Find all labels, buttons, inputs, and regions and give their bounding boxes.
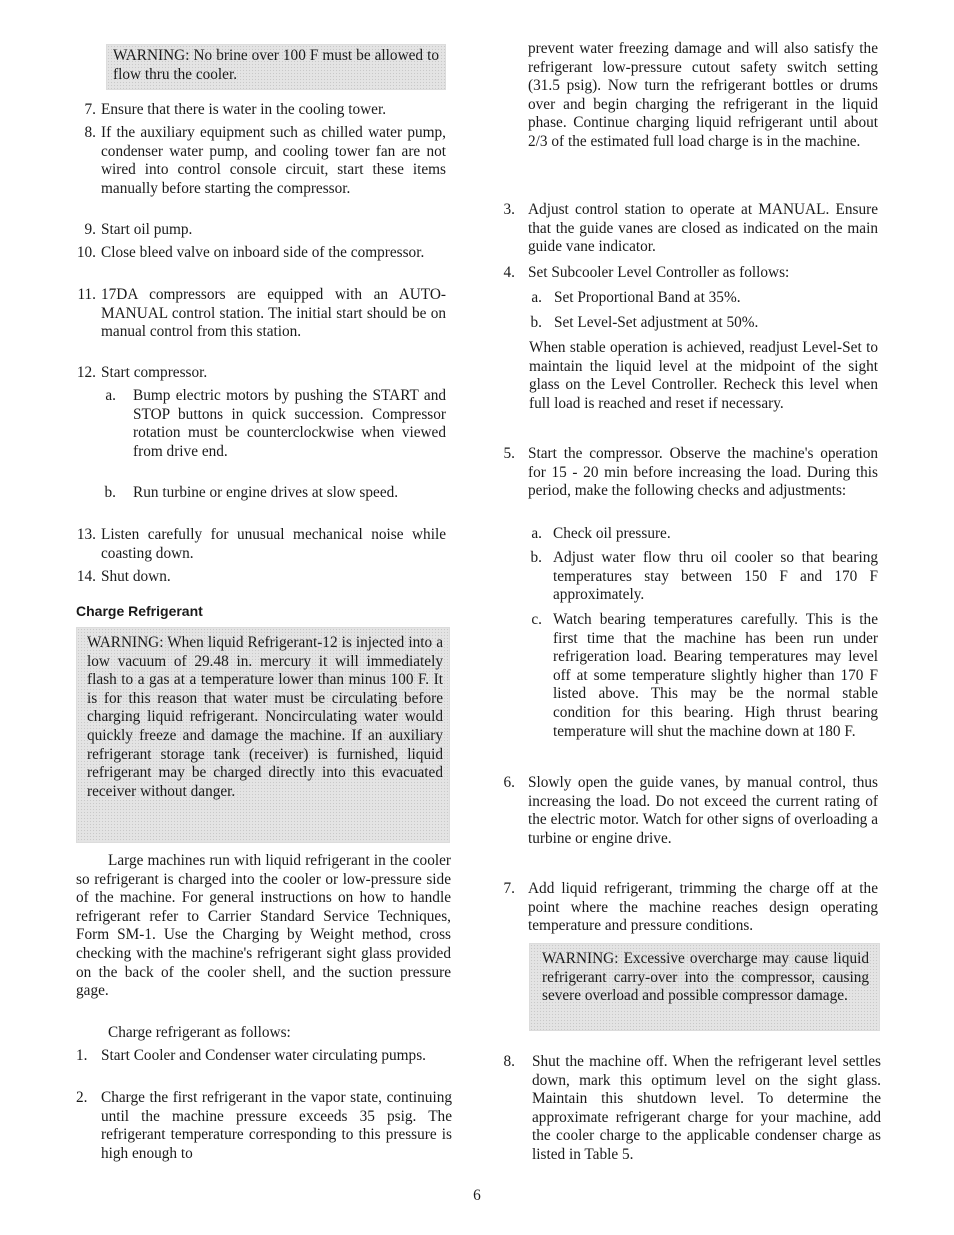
paragraph-charge-as-follows: Charge refrigerant as follows:	[108, 1024, 291, 1041]
warning-overcharge	[529, 943, 880, 1031]
warning-overcharge-text: WARNING: Excessive overcharge may cause liquid refrigerant carry-over into the compressor, causing severe overload and possible compressor damage.	[542, 950, 869, 1005]
step-text: Shut the machine off. When the refrigerant level settles down, mark this optimum level on the sight glass. Maintain this shutdown level. To determine the approximate refrigerant charge for your machine, add the cooler charge to the applicable condenser charge as listed in Table 5.	[532, 1053, 881, 1163]
page-number: 6	[473, 1187, 481, 1204]
step-number: 2.	[76, 1089, 88, 1106]
step-text: Ensure that there is water in the cooling tower.	[101, 101, 387, 118]
step-number: 4.	[503, 264, 515, 281]
substep-text: Bump electric motors by pushing the START and STOP buttons in quick succession. Compressor rotation must be counterclockwise when viewed from drive end.	[133, 387, 446, 460]
step-text: Set Subcooler Level Controller as follows:	[528, 264, 790, 281]
warning-brine	[106, 44, 446, 90]
substep-letter: b.	[104, 484, 116, 501]
step-number: 7.	[503, 880, 515, 897]
step-text: Start compressor.	[101, 364, 208, 381]
substep-text: Set Proportional Band at 35%.	[554, 289, 741, 306]
step-text: Charge the first refrigerant in the vapor state, continuing until the machine pressure exceeds 35 psig. The refrigerant temperature corresponding to this pressure is high enough to	[101, 1089, 452, 1162]
step-number: 13.	[76, 526, 96, 543]
step-text: Slowly open the guide vanes, by manual control, thus increasing the load. Do not exceed the current rating of the electric motor. Watch for other signs of overloading a turbine or engine drive.	[528, 774, 878, 847]
substep-letter: b.	[530, 314, 542, 331]
warning-brine-text: WARNING: No brine over 100 F must be allowed to flow thru the cooler.	[113, 47, 439, 83]
step-text: Start oil pump.	[101, 221, 193, 238]
step-number: 5.	[503, 445, 515, 462]
substep-letter: b.	[530, 549, 542, 566]
step-number: 7.	[84, 101, 96, 118]
step-number: 1.	[76, 1047, 88, 1064]
step-number: 11.	[77, 286, 96, 303]
substep-letter: c.	[531, 611, 542, 628]
step-number: 10.	[76, 244, 96, 261]
step-text: If the auxiliary equipment such as chilled water pump, condenser water pump, and cooling tower fan are not wired into control console circuit, start these items manually before starting the compressor.	[101, 124, 446, 197]
substep-letter: a.	[105, 387, 116, 404]
step-text: Close bleed valve on inboard side of the compressor.	[101, 244, 425, 261]
substep-text: Set Level-Set adjustment at 50%.	[554, 314, 759, 331]
substep-text: Adjust water flow thru oil cooler so that bearing temperatures stay between 150 F and 170 F approximately.	[553, 549, 878, 604]
step-number: 8.	[84, 124, 96, 141]
warning-charge-text: WARNING: When liquid Refrigerant-12 is injected into a low vacuum of 29.48 in. mercury it will immediately flash to a gas at a temperature lower than minus 100 F. It is for this reason that water must be circulating before charging liquid refrigerant. Noncirculating water would quickly freeze and damage the machine. If an auxiliary refrigerant storage tank (receiver) is furnished, liquid refrigerant may be charged directly into this evacuated receiver without danger.	[87, 634, 443, 800]
step-text: Adjust control station to operate at MANUAL. Ensure that the guide vanes are closed as indicated on the main guide vane indicator.	[528, 201, 878, 256]
step-number: 9.	[84, 221, 96, 238]
step-number: 6.	[503, 774, 515, 791]
step-text: 17DA compressors are equipped with an AUTO-MANUAL control station. The initial start should be on manual control from this station.	[101, 286, 446, 341]
charge-step-2-continued: prevent water freezing damage and will also satisfy the refrigerant low-pressure cutout safety switch setting (31.5 psig). Now turn the refrigerant bottles or drums over and begin charging the refrigerant in the liquid phase. Continue charging liquid refrigerant until about 2/3 of the estimated full load charge is in the machine.	[528, 40, 878, 150]
substep-text: Check oil pressure.	[553, 525, 671, 542]
substep-letter: a.	[531, 525, 542, 542]
step-text: Start the compressor. Observe the machine's operation for 15 - 20 min before increasing the load. During this period, make the following checks and adjustments:	[528, 445, 878, 500]
step-number: 8.	[503, 1053, 515, 1070]
step-number: 3.	[503, 201, 515, 218]
step-text: Add liquid refrigerant, trimming the charge off at the point where the machine reaches design operating temperature and pressure conditions.	[528, 880, 878, 935]
charge-refrigerant-heading: Charge Refrigerant	[76, 603, 203, 619]
warning-charge	[76, 627, 450, 843]
step-number: 14.	[76, 568, 96, 585]
substep-text: Run turbine or engine drives at slow speed.	[133, 484, 399, 501]
paragraph-large-machines: Large machines run with liquid refrigerant in the cooler so refrigerant is charged into the cooler or low-pressure side of the machine. For general instructions on how to handle refrigerant refer to Carrier Standard Service Techniques, Form SM-1. Use the Charging by Weight method, cross checking with the machine's refrigerant sight glass provided on the back of the cooler shell, and the suction pressure gage.	[76, 852, 451, 1000]
step-text: Shut down.	[101, 568, 171, 585]
step-text: Start Cooler and Condenser water circulating pumps.	[101, 1047, 426, 1064]
step-number: 12.	[76, 364, 96, 381]
substep-text: Watch bearing temperatures carefully. This is the first time that the machine has been run under refrigeration load. Bearing temperatures may level off at some temperature slightly higher than 170 F listed above. This may be the normal stable condition for this bearing. High thrust bearing temperature will shut the machine down at 180 F.	[553, 611, 878, 740]
level-set-paragraph: When stable operation is achieved, readjust Level-Set to maintain the liquid level at the midpoint of the sight glass on the Level Controller. Recheck this level when full load is reached and reset if necessary.	[529, 339, 878, 412]
step-text: Listen carefully for unusual mechanical noise while coasting down.	[101, 526, 446, 562]
substep-letter: a.	[531, 289, 542, 306]
